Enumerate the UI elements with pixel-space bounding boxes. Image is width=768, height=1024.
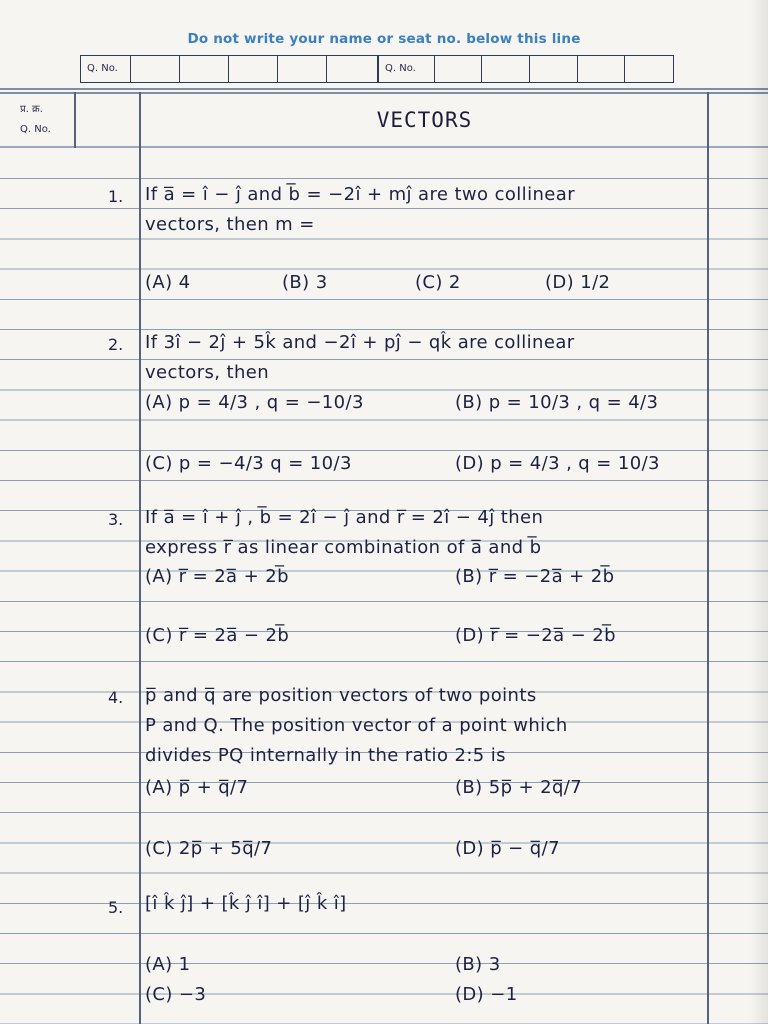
option-b: (B) p = 10/3 , q = 4/3	[455, 392, 659, 413]
question-number: 2.	[108, 335, 124, 354]
question-number: 1.	[108, 187, 124, 206]
question-line: If a̅ = î − ĵ and b̅ = −2î + mĵ are two collinear	[145, 184, 575, 205]
qno-cell	[229, 56, 278, 82]
question-line: divides PQ internally in the ratio 2:5 is	[145, 745, 506, 766]
side-label-qno: Q. No.	[20, 124, 51, 135]
page-title: VECTORS	[376, 108, 473, 132]
option-b: (B) 3	[282, 272, 328, 293]
option-c: (C) −3	[145, 984, 207, 1005]
margin-line-left	[74, 92, 76, 148]
question-number: 4.	[108, 688, 124, 707]
option-d: (D) p̅ − q̅/7	[455, 838, 560, 859]
header-rule	[0, 146, 768, 148]
question-line: p̅ and q̅ are position vectors of two points	[145, 685, 537, 706]
option-a: (A) p = 4/3 , q = −10/3	[145, 392, 364, 413]
option-c: (C) 2	[415, 272, 461, 293]
question-number: 5.	[108, 898, 124, 917]
option-a: (A) p̅ + q̅/7	[145, 777, 249, 798]
option-d: (D) r̅ = −2a̅ − 2b̅	[455, 625, 616, 646]
question-line: If a̅ = î + ĵ , b̅ = 2î − ĵ and r̅ = 2î − 4ĵ then	[145, 507, 544, 528]
question-line: vectors, then m =	[145, 214, 315, 235]
notice-text: Do not write your name or seat no. below this line	[187, 31, 581, 47]
qno-cell	[530, 56, 578, 82]
option-a: (A) 4	[145, 272, 191, 293]
option-c: (C) 2p̅ + 5q̅/7	[145, 838, 273, 859]
qno-cell	[625, 56, 673, 82]
option-d: (D) p = 4/3 , q = 10/3	[455, 453, 660, 474]
qno-cell	[482, 56, 530, 82]
margin-line-main	[139, 92, 141, 1024]
option-a: (A) 1	[145, 954, 191, 975]
option-b: (B) r̅ = −2a̅ + 2b̅	[455, 566, 615, 587]
qno-cell	[131, 56, 180, 82]
question-line: express r̅ as linear combination of a̅ and b̅	[145, 537, 542, 558]
margin-line-right	[707, 92, 709, 1024]
qno-cell	[180, 56, 229, 82]
question-line: [î k̂ ĵ] + [k̂ ĵ î] + [ĵ k̂ î]	[145, 893, 347, 914]
qno-cell	[578, 56, 626, 82]
header-rule	[0, 92, 768, 94]
question-number: 3.	[108, 510, 124, 529]
question-line: P and Q. The position vector of a point which	[145, 715, 568, 736]
question-line: vectors, then	[145, 362, 270, 383]
question-number-box-left	[80, 55, 378, 83]
header-rule	[0, 88, 768, 90]
option-a: (A) r̅ = 2a̅ + 2b̅	[145, 566, 289, 587]
option-b: (B) 5p̅ + 2q̅/7	[455, 777, 583, 798]
side-label-hindi: प्र. क्र.	[20, 104, 43, 115]
option-d: (D) 1/2	[545, 272, 611, 293]
option-b: (B) 3	[455, 954, 501, 975]
question-number-box-right	[378, 55, 674, 83]
qno-cell	[278, 56, 327, 82]
qno-label-left: Q. No.	[81, 56, 131, 82]
option-c: (C) p = −4/3 q = 10/3	[145, 453, 352, 474]
option-d: (D) −1	[455, 984, 518, 1005]
qno-label-right: Q. No.	[379, 56, 435, 82]
qno-cell	[327, 56, 376, 82]
question-line: If 3î − 2ĵ + 5k̂ and −2î + pĵ − qk̂ are collinear	[145, 332, 575, 353]
page-edge-shadow	[750, 0, 768, 1024]
option-c: (C) r̅ = 2a̅ − 2b̅	[145, 625, 290, 646]
qno-cell	[435, 56, 483, 82]
